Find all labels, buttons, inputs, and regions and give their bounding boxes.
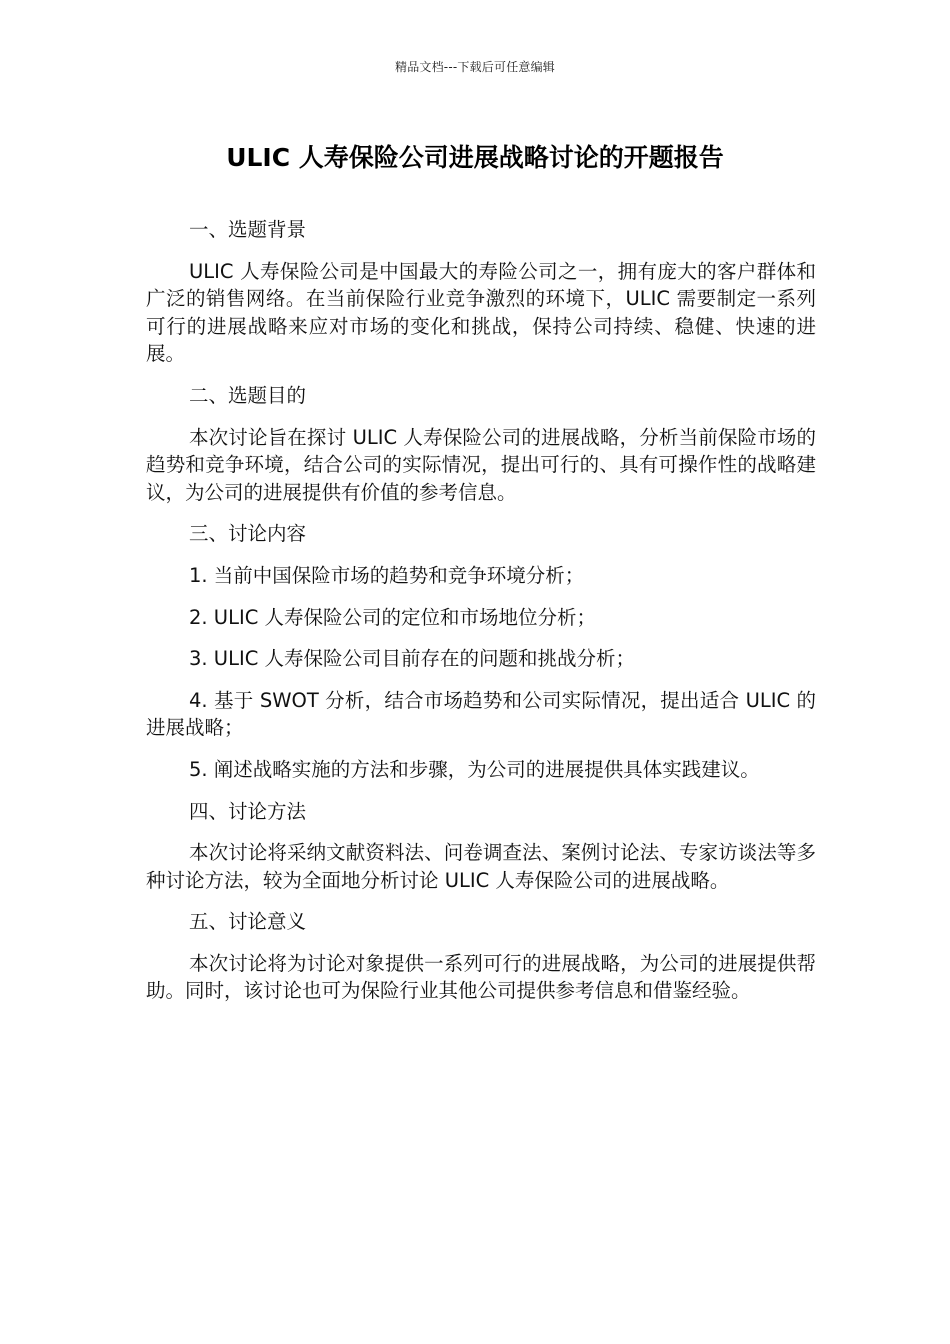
document-title: ULIC 人寿保险公司进展战略讨论的开题报告 [226, 143, 724, 172]
paragraph-significance: 本次讨论将为讨论对象提供一系列可行的进展战略，为公司的进展提供帮助。同时，该讨论也可为保险行业其他公司提供参考信息和借鉴经验。 [146, 951, 816, 1003]
content-item-2: 2. ULIC 人寿保险公司的定位和市场地位分析； [189, 605, 597, 629]
content-item-5: 5. 阐述战略实施的方法和步骤，为公司的进展提供具体实践建议。 [189, 757, 760, 781]
section-heading-significance: 五、讨论意义 [189, 910, 307, 934]
paragraph-method: 本次讨论将采纳文献资料法、问卷调查法、案例讨论法、专家访谈法等多种讨论方法，较为全面地分析讨论 ULIC 人寿保险公司的进展战略。 [146, 841, 816, 892]
header-note: 精品文档---下载后可任意编辑 [395, 60, 555, 74]
paragraph-purpose: 本次讨论旨在探讨 ULIC 人寿保险公司的进展战略，分析当前保险市场的趋势和竞争环境，结合公司的实际情况，提出可行的、具有可操作性的战略建议，为公司的进展提供有价值的参考信息。 [146, 425, 816, 504]
section-heading-content: 三、讨论内容 [189, 522, 307, 546]
document-body [146, 216, 816, 1019]
section-heading-method: 四、讨论方法 [189, 799, 307, 823]
paragraph-background: ULIC 人寿保险公司是中国最大的寿险公司之一，拥有庞大的客户群体和广泛的销售网络。在当前保险行业竞争激烈的环境下，ULIC 需要制定一系列可行的进展战略来应对市场的变化和挑战，保持公司持续、稳健、快速的进展。 [146, 259, 816, 366]
section-heading-background: 一、选题背景 [189, 218, 307, 241]
content-item-4: 4. 基于 SWOT 分析，结合市场趋势和公司实际情况，提出适合 ULIC 的进展战略； [146, 688, 816, 740]
content-item-1: 1. 当前中国保险市场的趋势和竞争环境分析； [189, 563, 585, 587]
section-heading-purpose: 二、选题目的 [189, 383, 307, 407]
content-item-3: 3. ULIC 人寿保险公司目前存在的问题和挑战分析； [189, 647, 636, 671]
